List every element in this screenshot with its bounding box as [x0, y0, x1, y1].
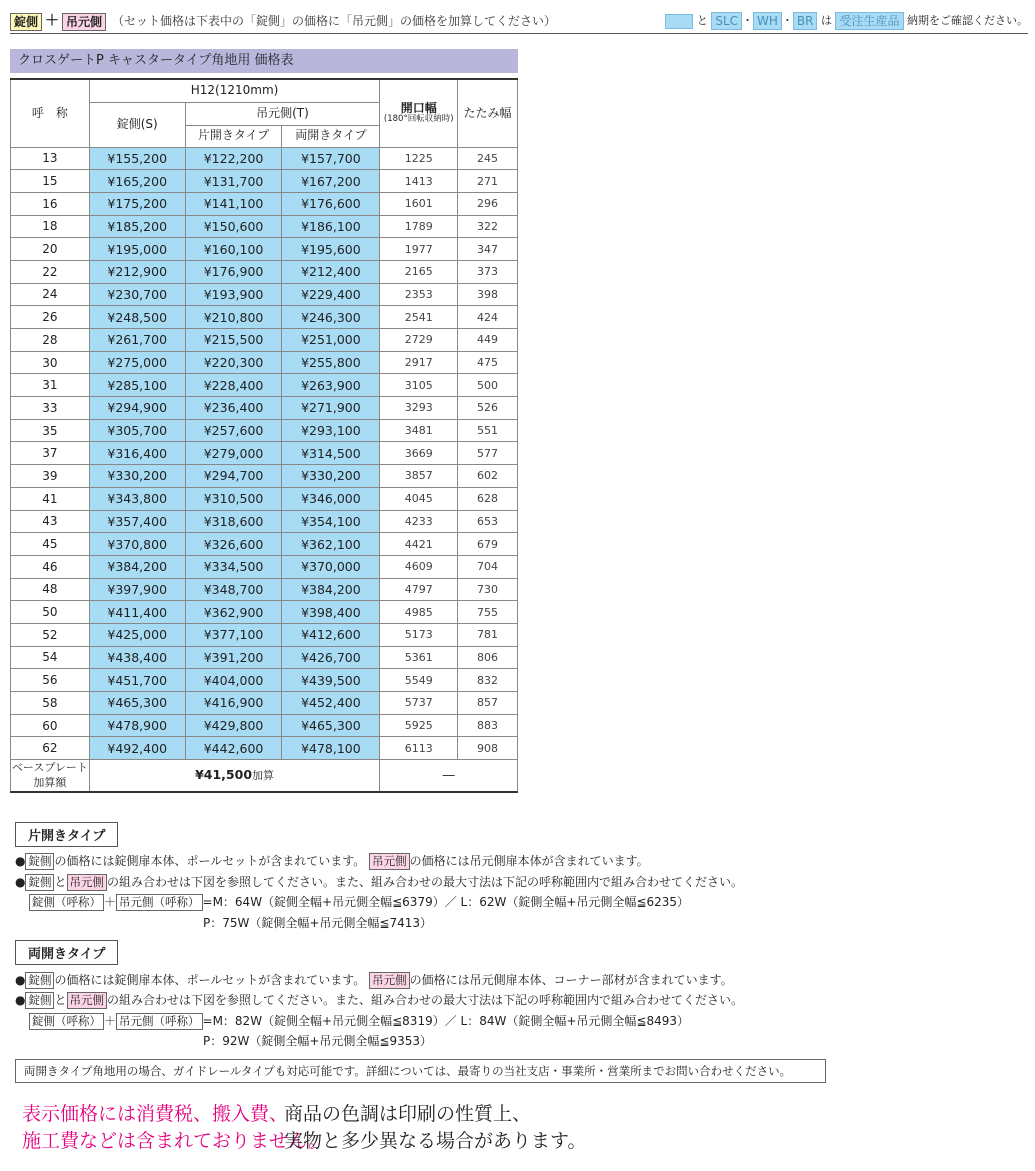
row-opening: 4609	[380, 555, 458, 578]
row-fold: 628	[458, 487, 518, 510]
table-row	[11, 442, 518, 465]
row-fold: 781	[458, 623, 518, 646]
table-row	[11, 260, 518, 283]
row-opening: 1789	[380, 215, 458, 238]
single-line-2: ● 錠側 と 吊元側 の組み合わせは下図を参照してください。また、組み合わせの最大寸法は下記の呼称範囲内で組み合わせてください。	[15, 875, 744, 889]
table-row	[11, 374, 518, 397]
row-fold: 857	[458, 692, 518, 715]
hang-side-tag: 吊元側	[62, 13, 106, 31]
row-lock-price: ¥397,900	[89, 578, 185, 601]
row-single-price: ¥210,800	[185, 306, 282, 329]
row-opening: 2165	[380, 260, 458, 283]
row-fold: 577	[458, 442, 518, 465]
lock-tag: 錠側	[25, 853, 54, 870]
row-double-price: ¥212,400	[282, 260, 380, 283]
row-lock-price: ¥465,300	[89, 692, 185, 715]
row-name: 50	[11, 601, 90, 624]
base-plate-price: ¥41,500加算	[89, 760, 380, 792]
row-lock-price: ¥492,400	[89, 737, 185, 760]
base-plate-dash: ―	[380, 760, 518, 792]
row-opening: 5549	[380, 669, 458, 692]
row-double-price: ¥195,600	[282, 238, 380, 261]
row-double-price: ¥271,900	[282, 397, 380, 420]
row-single-price: ¥416,900	[185, 692, 282, 715]
set-price-note	[10, 10, 556, 31]
header-hang: 吊元側(T)	[185, 102, 380, 125]
row-name: 20	[11, 238, 90, 261]
row-double-price: ¥439,500	[282, 669, 380, 692]
row-name: 30	[11, 351, 90, 374]
row-opening: 2917	[380, 351, 458, 374]
double-line-2: ● 錠側 と 吊元側 の組み合わせは下図を参照してください。また、組み合わせの最大寸法は下記の呼称範囲内で組み合わせてください。	[15, 993, 744, 1007]
table-row	[11, 646, 518, 669]
row-name: 54	[11, 646, 90, 669]
row-double-price: ¥255,800	[282, 351, 380, 374]
row-opening: 1225	[380, 147, 458, 170]
table-row	[11, 397, 518, 420]
row-opening: 1413	[380, 170, 458, 193]
top-bar	[10, 6, 1028, 34]
row-lock-price: ¥370,800	[89, 533, 185, 556]
row-single-price: ¥442,600	[185, 737, 282, 760]
row-single-price: ¥362,900	[185, 601, 282, 624]
table-row	[11, 510, 518, 533]
made-to-order-tag: 受注生産品	[835, 12, 903, 30]
row-double-price: ¥246,300	[282, 306, 380, 329]
color-note	[665, 12, 1028, 30]
table-row	[11, 215, 518, 238]
row-name: 13	[11, 147, 90, 170]
row-opening: 5925	[380, 714, 458, 737]
row-single-price: ¥176,900	[185, 260, 282, 283]
row-fold: 679	[458, 533, 518, 556]
row-lock-price: ¥384,200	[89, 555, 185, 578]
hang-tag: 吊元側	[67, 874, 108, 891]
row-lock-price: ¥230,700	[89, 283, 185, 306]
row-fold: 424	[458, 306, 518, 329]
row-lock-price: ¥261,700	[89, 329, 185, 352]
single-line-3: 錠側（呼称） ＋ 吊元側（呼称） =M：64W（錠側全幅+吊元側全幅≦6379）／ L：62W（錠側全幅+吊元側全幅≦6235）	[29, 893, 689, 911]
header-double: 両開きタイプ	[282, 125, 380, 147]
header-opening: 開口幅 (180°回転収納時)	[380, 79, 458, 147]
table-row	[11, 487, 518, 510]
row-name: 58	[11, 692, 90, 715]
row-lock-price: ¥305,700	[89, 419, 185, 442]
row-double-price: ¥293,100	[282, 419, 380, 442]
row-opening: 2353	[380, 283, 458, 306]
row-double-price: ¥176,600	[282, 192, 380, 215]
table-row	[11, 692, 518, 715]
single-type-title: 片開きタイプ	[15, 822, 118, 847]
double-line-4: P：92W（錠側全幅+吊元側全幅≦9353）	[203, 1034, 433, 1048]
row-opening: 3857	[380, 465, 458, 488]
row-name: 31	[11, 374, 90, 397]
row-double-price: ¥398,400	[282, 601, 380, 624]
row-double-price: ¥478,100	[282, 737, 380, 760]
table-row	[11, 465, 518, 488]
row-double-price: ¥186,100	[282, 215, 380, 238]
single-line-4: P：75W（錠側全幅+吊元側全幅≦7413）	[203, 916, 433, 930]
row-lock-price: ¥212,900	[89, 260, 185, 283]
row-single-price: ¥334,500	[185, 555, 282, 578]
row-opening: 2541	[380, 306, 458, 329]
row-fold: 908	[458, 737, 518, 760]
table-row	[11, 623, 518, 646]
row-name: 16	[11, 192, 90, 215]
row-lock-price: ¥248,500	[89, 306, 185, 329]
base-plate-label: ベースプレート 加算額	[11, 760, 90, 792]
row-fold: 245	[458, 147, 518, 170]
row-single-price: ¥236,400	[185, 397, 282, 420]
hang-tag: 吊元側	[369, 853, 410, 870]
row-opening: 1601	[380, 192, 458, 215]
lock-tag: 錠側	[25, 874, 54, 891]
row-double-price: ¥346,000	[282, 487, 380, 510]
row-fold: 730	[458, 578, 518, 601]
row-single-price: ¥310,500	[185, 487, 282, 510]
sep: ・	[781, 14, 793, 27]
wa-text: は	[820, 14, 832, 27]
price-rows	[11, 147, 518, 760]
row-opening: 5173	[380, 623, 458, 646]
row-single-price: ¥279,000	[185, 442, 282, 465]
row-fold: 373	[458, 260, 518, 283]
row-lock-price: ¥275,000	[89, 351, 185, 374]
and-text: と	[696, 14, 708, 27]
table-row	[11, 714, 518, 737]
row-lock-price: ¥330,200	[89, 465, 185, 488]
table-row	[11, 601, 518, 624]
row-double-price: ¥370,000	[282, 555, 380, 578]
row-double-price: ¥452,400	[282, 692, 380, 715]
row-name: 37	[11, 442, 90, 465]
row-fold: 398	[458, 283, 518, 306]
row-single-price: ¥160,100	[185, 238, 282, 261]
row-single-price: ¥215,500	[185, 329, 282, 352]
hang-tag: 吊元側	[67, 992, 108, 1009]
row-fold: 653	[458, 510, 518, 533]
plus-sign: ＋	[45, 13, 60, 29]
row-single-price: ¥150,600	[185, 215, 282, 238]
table-row	[11, 578, 518, 601]
row-lock-price: ¥294,900	[89, 397, 185, 420]
row-fold: 551	[458, 419, 518, 442]
row-single-price: ¥377,100	[185, 623, 282, 646]
row-double-price: ¥362,100	[282, 533, 380, 556]
row-lock-price: ¥478,900	[89, 714, 185, 737]
table-row	[11, 238, 518, 261]
row-name: 26	[11, 306, 90, 329]
row-double-price: ¥412,600	[282, 623, 380, 646]
row-double-price: ¥167,200	[282, 170, 380, 193]
row-fold: 449	[458, 329, 518, 352]
row-opening: 5737	[380, 692, 458, 715]
row-single-price: ¥193,900	[185, 283, 282, 306]
row-opening: 4045	[380, 487, 458, 510]
color-br: BR	[793, 12, 818, 30]
row-fold: 526	[458, 397, 518, 420]
row-name: 60	[11, 714, 90, 737]
row-lock-price: ¥357,400	[89, 510, 185, 533]
row-fold: 322	[458, 215, 518, 238]
row-fold: 832	[458, 669, 518, 692]
table-row	[11, 351, 518, 374]
row-single-price: ¥141,100	[185, 192, 282, 215]
table-row	[11, 555, 518, 578]
row-double-price: ¥157,700	[282, 147, 380, 170]
row-name: 48	[11, 578, 90, 601]
row-opening: 4233	[380, 510, 458, 533]
row-double-price: ¥263,900	[282, 374, 380, 397]
row-lock-price: ¥438,400	[89, 646, 185, 669]
table-row	[11, 737, 518, 760]
row-opening: 5361	[380, 646, 458, 669]
row-fold: 500	[458, 374, 518, 397]
row-opening: 3293	[380, 397, 458, 420]
row-double-price: ¥229,400	[282, 283, 380, 306]
row-fold: 755	[458, 601, 518, 624]
row-double-price: ¥426,700	[282, 646, 380, 669]
row-opening: 3669	[380, 442, 458, 465]
header-name: 呼 称	[11, 79, 90, 147]
row-double-price: ¥251,000	[282, 329, 380, 352]
row-opening: 3105	[380, 374, 458, 397]
row-name: 22	[11, 260, 90, 283]
row-name: 41	[11, 487, 90, 510]
row-lock-price: ¥195,000	[89, 238, 185, 261]
row-double-price: ¥354,100	[282, 510, 380, 533]
row-opening: 6113	[380, 737, 458, 760]
row-single-price: ¥429,800	[185, 714, 282, 737]
row-opening: 4421	[380, 533, 458, 556]
row-single-price: ¥228,400	[185, 374, 282, 397]
lock-name-tag: 錠側（呼称）	[29, 894, 104, 911]
header-fold: たたみ幅	[458, 79, 518, 147]
header-height: H12(1210mm)	[89, 79, 380, 102]
double-type-title: 両開きタイプ	[15, 940, 118, 965]
sep: ・	[742, 14, 754, 27]
hang-name-tag: 吊元側（呼称）	[116, 1013, 203, 1030]
row-single-price: ¥220,300	[185, 351, 282, 374]
row-name: 56	[11, 669, 90, 692]
row-fold: 347	[458, 238, 518, 261]
header-lock: 錠側(S)	[89, 102, 185, 147]
row-fold: 704	[458, 555, 518, 578]
row-lock-price: ¥411,400	[89, 601, 185, 624]
row-single-price: ¥348,700	[185, 578, 282, 601]
row-lock-price: ¥425,000	[89, 623, 185, 646]
row-lock-price: ¥165,200	[89, 170, 185, 193]
row-fold: 296	[458, 192, 518, 215]
hang-name-tag: 吊元側（呼称）	[116, 894, 203, 911]
table-row	[11, 329, 518, 352]
table-row	[11, 669, 518, 692]
table-row	[11, 283, 518, 306]
tax-disclaimer: 表示価格には消費税、搬入費、 施工費などは含まれておりません。	[22, 1103, 328, 1152]
row-fold: 602	[458, 465, 518, 488]
confirm-text: 納期をご確認ください。	[907, 14, 1028, 27]
row-double-price: ¥314,500	[282, 442, 380, 465]
table-row	[11, 533, 518, 556]
table-row	[11, 170, 518, 193]
row-single-price: ¥257,600	[185, 419, 282, 442]
row-lock-price: ¥343,800	[89, 487, 185, 510]
row-fold: 806	[458, 646, 518, 669]
row-fold: 883	[458, 714, 518, 737]
row-lock-price: ¥175,200	[89, 192, 185, 215]
single-line-1: ● 錠側 の価格には錠側扉本体、ポールセットが含まれています。 吊元側 の価格には吊元側扉本体が含まれています。	[15, 854, 649, 868]
row-lock-price: ¥316,400	[89, 442, 185, 465]
row-name: 28	[11, 329, 90, 352]
row-single-price: ¥318,600	[185, 510, 282, 533]
row-name: 33	[11, 397, 90, 420]
base-plate-row	[11, 760, 518, 792]
set-price-text: （セット価格は下表中の「錠側」の価格に「吊元側」の価格を加算してください）	[112, 14, 557, 28]
lock-side-tag: 錠側	[10, 13, 42, 31]
double-line-3: 錠側（呼称） ＋ 吊元側（呼称） =M：82W（錠側全幅+吊元側全幅≦8319）／ L：84W（錠側全幅+吊元側全幅≦8493）	[29, 1012, 689, 1030]
row-opening: 2729	[380, 329, 458, 352]
row-opening: 1977	[380, 238, 458, 261]
color-wh: WH	[753, 12, 782, 30]
row-single-price: ¥404,000	[185, 669, 282, 692]
row-lock-price: ¥155,200	[89, 147, 185, 170]
header-single: 片開きタイプ	[185, 125, 282, 147]
row-double-price: ¥384,200	[282, 578, 380, 601]
row-name: 39	[11, 465, 90, 488]
row-name: 45	[11, 533, 90, 556]
row-fold: 271	[458, 170, 518, 193]
row-name: 46	[11, 555, 90, 578]
row-name: 24	[11, 283, 90, 306]
row-name: 62	[11, 737, 90, 760]
row-opening: 4985	[380, 601, 458, 624]
row-single-price: ¥131,700	[185, 170, 282, 193]
row-opening: 4797	[380, 578, 458, 601]
row-single-price: ¥391,200	[185, 646, 282, 669]
row-single-price: ¥326,600	[185, 533, 282, 556]
hang-tag: 吊元側	[369, 972, 410, 989]
lock-tag: 錠側	[25, 992, 54, 1009]
color-disclaimer: 商品の色調は印刷の性質上、 実物と多少異なる場合があります。	[284, 1103, 587, 1152]
table-title: クロスゲートP キャスタータイプ角地用 価格表	[10, 49, 518, 73]
lock-tag: 錠側	[25, 972, 54, 989]
row-fold: 475	[458, 351, 518, 374]
row-double-price: ¥330,200	[282, 465, 380, 488]
color-slc: SLC	[711, 12, 742, 30]
row-name: 15	[11, 170, 90, 193]
row-single-price: ¥122,200	[185, 147, 282, 170]
table-row	[11, 419, 518, 442]
row-name: 35	[11, 419, 90, 442]
double-line-1: ● 錠側 の価格には錠側扉本体、ポールセットが含まれています。 吊元側 の価格には吊元側扉本体、コーナー部材が含まれています。	[15, 973, 733, 987]
table-row	[11, 147, 518, 170]
price-table	[10, 78, 518, 793]
row-single-price: ¥294,700	[185, 465, 282, 488]
row-opening: 3481	[380, 419, 458, 442]
row-name: 18	[11, 215, 90, 238]
guide-rail-note: 両開きタイプ角地用の場合、ガイドレールタイプも対応可能です。詳細については、最寄りの当社支店・事業所・営業所までお問い合わせください。	[15, 1059, 826, 1083]
blue-swatch	[665, 14, 693, 29]
lock-name-tag: 錠側（呼称）	[29, 1013, 104, 1030]
row-lock-price: ¥451,700	[89, 669, 185, 692]
row-lock-price: ¥185,200	[89, 215, 185, 238]
table-row	[11, 192, 518, 215]
table-row	[11, 306, 518, 329]
row-lock-price: ¥285,100	[89, 374, 185, 397]
row-name: 43	[11, 510, 90, 533]
row-double-price: ¥465,300	[282, 714, 380, 737]
row-name: 52	[11, 623, 90, 646]
